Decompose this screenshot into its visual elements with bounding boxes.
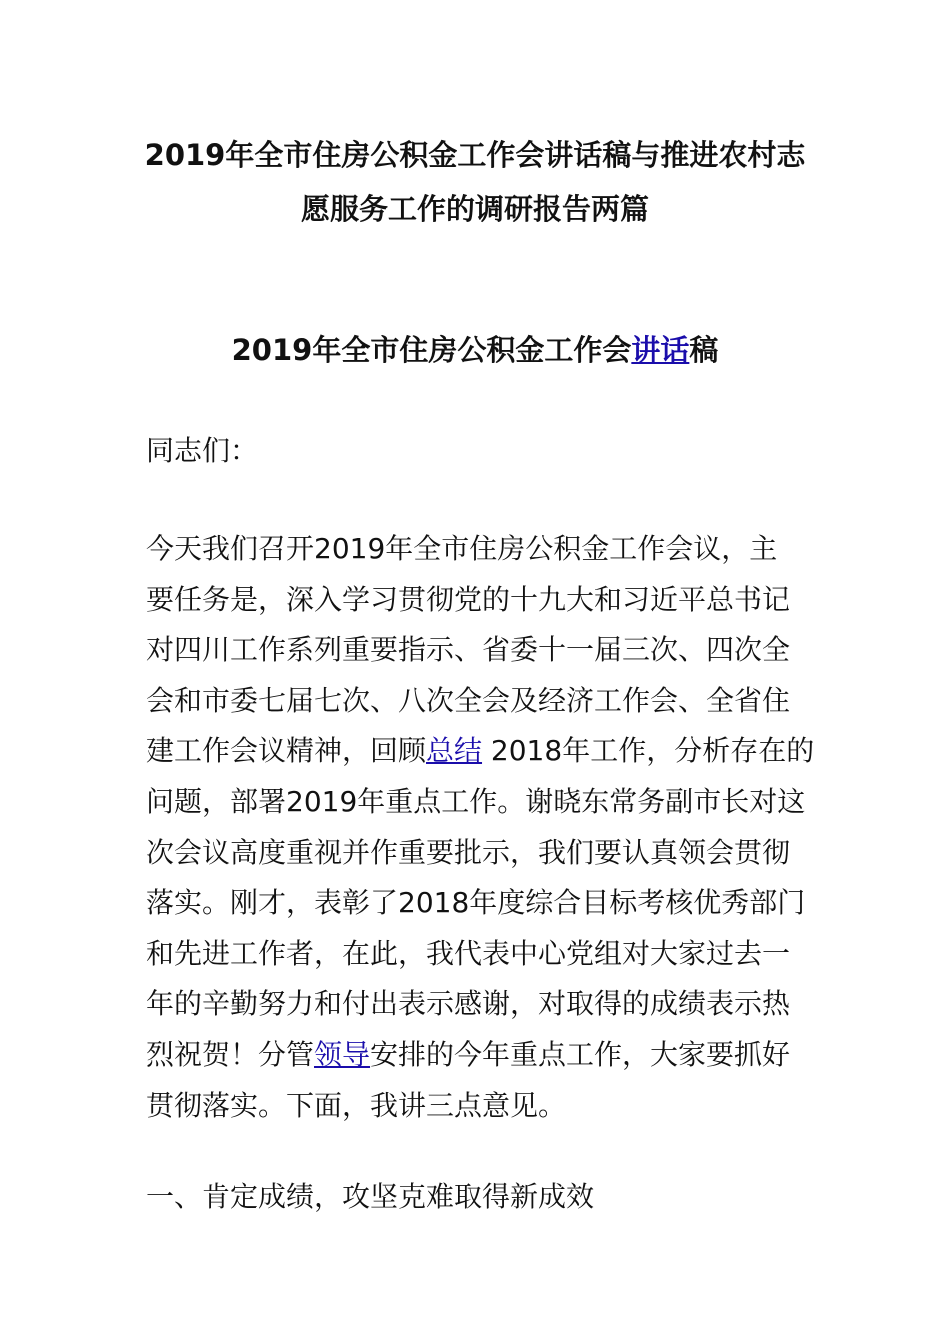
paragraph-line: 年的辛勤努力和付出表示感谢，对取得的成绩表示热	[146, 987, 791, 1021]
paragraph-text: 建工作会议精神，回顾	[146, 734, 427, 768]
paragraph-text: 2018年工作，分析存在的	[482, 734, 815, 768]
greeting: 同志们：	[146, 434, 259, 467]
heading-one: 一、肯定成绩，攻坚克难取得新成效	[146, 1180, 595, 1213]
paragraph-text: 烈祝贺！分管	[146, 1037, 315, 1071]
paragraph-line: 次会议高度重视并作重要批示，我们要认真领会贯彻	[146, 835, 791, 869]
speech-link[interactable]: 讲话	[631, 333, 690, 367]
section-title-suffix: 稿	[689, 333, 719, 367]
paragraph-line: 会和市委七届七次、八次全会及经济工作会、全省住	[146, 683, 791, 717]
document-title	[100, 128, 850, 236]
paragraph-line: 问题，部署2019年重点工作。谢晓东常务副市长对这	[146, 784, 806, 818]
summary-link[interactable]: 总结	[426, 734, 483, 768]
paragraph-line: 要任务是，深入学习贯彻党的十九大和习近平总书记	[146, 582, 791, 616]
leader-link[interactable]: 领导	[314, 1037, 371, 1071]
paragraph-line: 对四川工作系列重要指示、省委十一届三次、四次全	[146, 633, 791, 667]
paragraph-line: 落实。刚才，表彰了2018年度综合目标考核优秀部门	[146, 886, 806, 920]
section-title-text: 2019年全市住房公积金工作会	[231, 333, 632, 367]
paragraph-text: 安排的今年重点工作，大家要抓好	[370, 1037, 791, 1071]
paragraph-line: 和先进工作者，在此，我代表中心党组对大家过去一	[146, 936, 791, 970]
paragraph-line: 今天我们召开2019年全市住房公积金工作会议，主	[146, 532, 778, 565]
paragraph-line: 贯彻落实。下面，我讲三点意见。	[146, 1088, 567, 1122]
section-title	[100, 325, 850, 375]
document-title-line-1: 2019年全市住房公积金工作会讲话稿与推进农村志	[144, 138, 806, 172]
paragraph-line	[146, 1030, 816, 1081]
body-paragraph	[146, 524, 816, 1131]
paragraph-line	[146, 726, 816, 777]
document-title-line-2: 愿服务工作的调研报告两篇	[300, 192, 649, 226]
